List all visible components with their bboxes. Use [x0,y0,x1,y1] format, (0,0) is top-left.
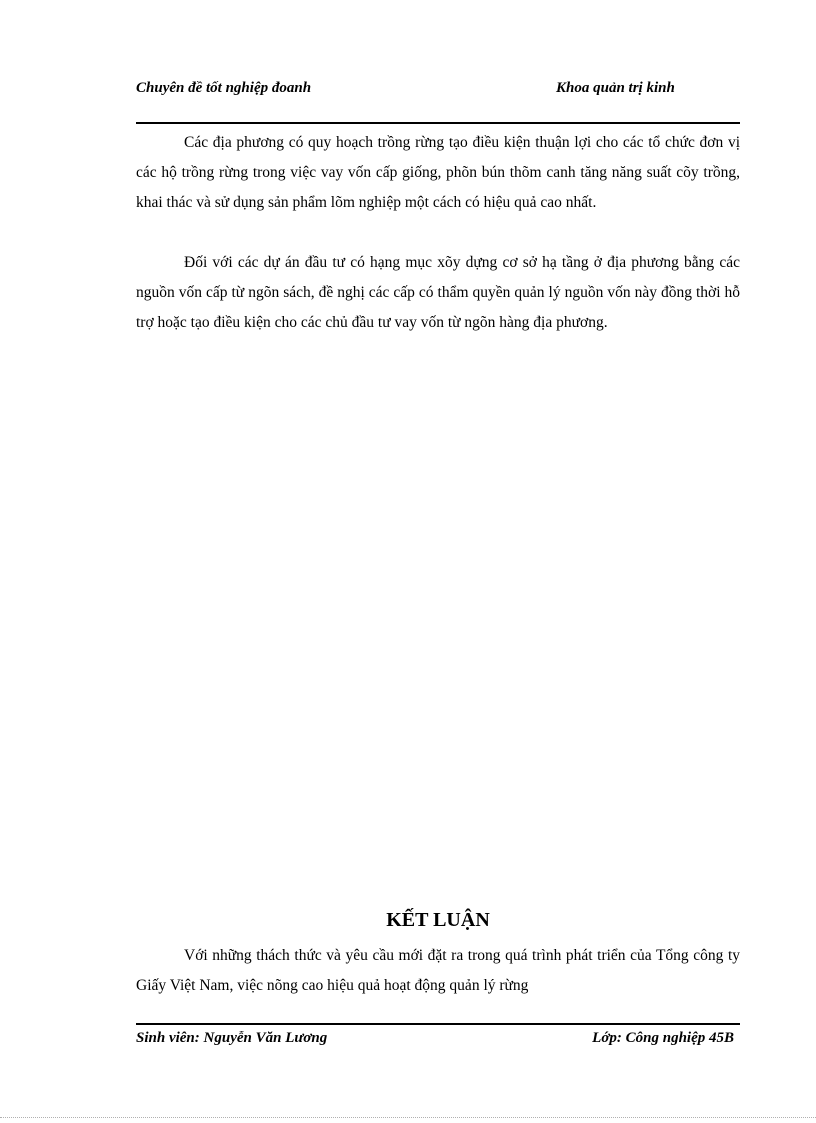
footer-divider [136,1023,740,1025]
page-header [136,78,740,124]
paragraph-local-forestry: Các địa phương có quy hoạch trồng rừng tạo điều kiện thuận lợi cho các tổ chức đơn vị các hộ trồng rừng trong việc vay vốn cấp giống, phõn bún thõm canh tăng năng suất cõy trồng, khai thác và sử dụng sản phẩm lõm nghiệp một cách có hiệu quả cao nhất. [136,134,740,211]
section-title-conclusion: KẾT LUẬN [386,909,490,931]
paragraph-conclusion: Với những thách thức và yêu cầu mới đặt ra trong quá trình phát triển của Tổng công ty Giấy Việt Nam, việc nõng cao hiệu quả hoạt động quản lý rừng [136,947,740,994]
page-footer [136,1028,740,1048]
page-edge-dotted-line [0,1117,816,1118]
footer-class-name: Lớp: Công nghiệp 45B [592,1030,734,1046]
header-left-text: Chuyên đề tốt nghiệp đoanh [136,80,312,96]
footer-student-name: Sinh viên: Nguyễn Văn Lương [136,1030,328,1046]
paragraph-investment-projects: Đối với các dự án đầu tư có hạng mục xõy dựng cơ sở hạ tầng ở địa phương bằng các nguồn vốn cấp từ ngõn sách, đề nghị các cấp có thẩm quyền quản lý nguồn vốn này đồng thời hỗ trợ hoặc tạo điều kiện cho các chủ đầu tư vay vốn từ ngõn hàng địa phương. [136,254,740,331]
header-right-text: Khoa quản trị kinh [556,80,675,96]
